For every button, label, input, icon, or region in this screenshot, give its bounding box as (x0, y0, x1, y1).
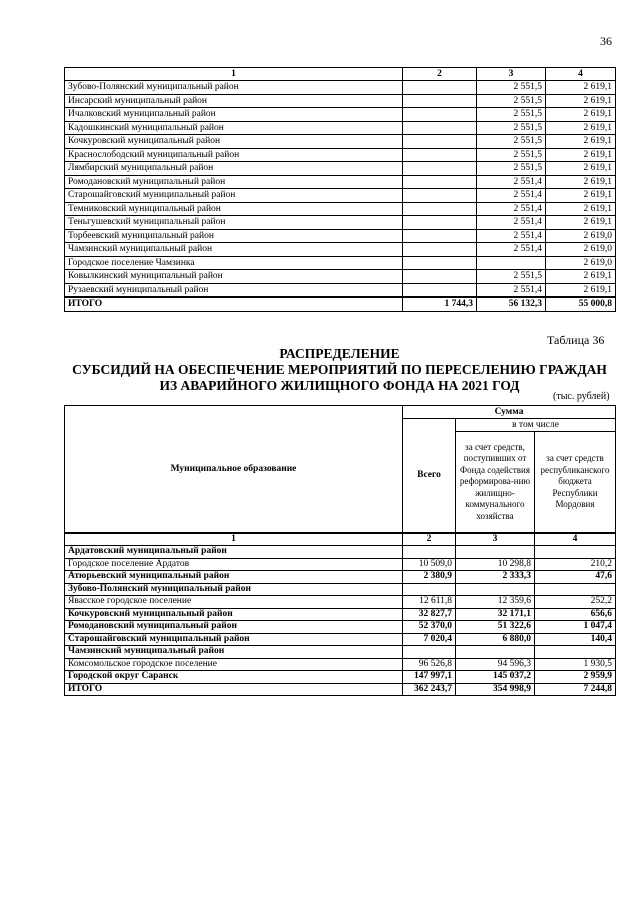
fund-cell (456, 646, 535, 659)
municipality-name: Инсарский муниципальный район (65, 94, 403, 108)
value-cell (403, 81, 477, 95)
total-label: ИТОГО (65, 683, 403, 696)
total-cell (403, 646, 456, 659)
value-cell: 2 619,1 (546, 81, 616, 95)
fund-cell (456, 546, 535, 559)
municipality-name: Городской округ Саранск (65, 671, 403, 684)
total-value: 55 000,8 (546, 297, 616, 311)
fund-cell: 10 298,8 (456, 558, 535, 571)
value-cell: 2 619,1 (546, 175, 616, 189)
municipality-name: Городское поселение Чамзинка (65, 256, 403, 270)
municipality-name: Ардатовский муниципальный район (65, 546, 403, 559)
header-municipality: Муниципальное образование (65, 406, 403, 534)
column-number-row (65, 533, 616, 546)
value-cell: 2 551,4 (477, 283, 546, 297)
header-cell: 1 (65, 68, 403, 81)
table-row (65, 621, 616, 634)
value-cell: 2 551,5 (477, 270, 546, 284)
table-row (65, 546, 616, 559)
title-line: СУБСИДИЙ НА ОБЕСПЕЧЕНИЕ МЕРОПРИЯТИЙ ПО ПЕРЕСЕЛЕНИЮ ГРАЖДАН (72, 362, 607, 377)
value-cell (403, 202, 477, 216)
municipality-name: Ромодановский муниципальный район (65, 175, 403, 189)
table-row (65, 108, 616, 122)
value-cell: 2 551,5 (477, 108, 546, 122)
value-cell (403, 94, 477, 108)
value-cell: 2 619,1 (546, 94, 616, 108)
republic-cell: 252,2 (535, 596, 616, 609)
total-cell: 7 020,4 (403, 633, 456, 646)
republic-cell: 2 959,9 (535, 671, 616, 684)
republic-cell: 1 930,5 (535, 658, 616, 671)
table-row (65, 81, 616, 95)
total-value: 7 244,8 (535, 683, 616, 696)
municipality-name: Рузаевский муниципальный район (65, 283, 403, 297)
municipality-name: Комсомольское городское поселение (65, 658, 403, 671)
total-value: 354 998,9 (456, 683, 535, 696)
page-number: 36 (600, 34, 612, 48)
value-cell (403, 243, 477, 257)
value-cell (403, 189, 477, 203)
value-cell: 2 551,4 (477, 175, 546, 189)
table-row (65, 671, 616, 684)
value-cell (403, 270, 477, 284)
value-cell: 2 619,1 (546, 108, 616, 122)
value-cell: 2 551,5 (477, 121, 546, 135)
header-sum: Сумма (403, 406, 616, 419)
fund-cell: 51 322,6 (456, 621, 535, 634)
table-row (65, 135, 616, 149)
title-line: ИЗ АВАРИЙНОГО ЖИЛИЩНОГО ФОНДА НА 2021 ГОД (159, 378, 520, 393)
total-value: 1 744,3 (403, 297, 477, 311)
header-cell: 2 (403, 68, 477, 81)
table-row (65, 148, 616, 162)
total-cell: 147 997,1 (403, 671, 456, 684)
document-title (64, 346, 615, 394)
value-cell: 2 619,1 (546, 121, 616, 135)
republic-cell (535, 546, 616, 559)
value-cell (403, 283, 477, 297)
value-cell: 2 619,0 (546, 243, 616, 257)
total-row (65, 297, 616, 311)
table-continuation (64, 67, 616, 312)
municipality-name: Ичалковский муниципальный район (65, 108, 403, 122)
republic-cell (535, 583, 616, 596)
table-row (65, 558, 616, 571)
municipality-name: Торбеевский муниципальный район (65, 229, 403, 243)
value-cell: 2 551,4 (477, 202, 546, 216)
value-cell (403, 121, 477, 135)
column-number: 3 (456, 533, 535, 546)
header-total: Всего (403, 419, 456, 534)
fund-cell: 94 596,3 (456, 658, 535, 671)
fund-cell: 6 880,0 (456, 633, 535, 646)
value-cell (403, 229, 477, 243)
table-row (65, 283, 616, 297)
table-row (65, 596, 616, 609)
municipality-name: Теньгушевский муниципальный район (65, 216, 403, 230)
table-row (65, 229, 616, 243)
value-cell: 2 619,1 (546, 162, 616, 176)
total-cell: 32 827,7 (403, 608, 456, 621)
value-cell: 2 619,0 (546, 229, 616, 243)
header-including: в том числе (456, 419, 616, 432)
municipality-name: Лямбирский муниципальный район (65, 162, 403, 176)
column-number: 1 (65, 533, 403, 546)
header-cell: 4 (546, 68, 616, 81)
title-line: РАСПРЕДЕЛЕНИЕ (279, 346, 400, 361)
value-cell: 2 551,5 (477, 135, 546, 149)
total-cell: 52 370,0 (403, 621, 456, 634)
table-row (65, 571, 616, 584)
municipality-name: Кочкуровский муниципальный район (65, 135, 403, 149)
total-cell (403, 546, 456, 559)
table-row (65, 583, 616, 596)
table-row (65, 94, 616, 108)
column-number: 2 (403, 533, 456, 546)
value-cell (403, 108, 477, 122)
fund-cell: 12 359,6 (456, 596, 535, 609)
municipality-name: Темниковский муниципальный район (65, 202, 403, 216)
total-cell: 10 509,0 (403, 558, 456, 571)
republic-cell (535, 646, 616, 659)
municipality-name: Чамзинский муниципальный район (65, 243, 403, 257)
value-cell: 2 619,1 (546, 148, 616, 162)
total-value: 56 132,3 (477, 297, 546, 311)
value-cell: 2 619,1 (546, 135, 616, 149)
municipality-name: Явасское городское поселение (65, 596, 403, 609)
table-row (65, 256, 616, 270)
table-label: Таблица 36 (547, 333, 605, 347)
value-cell: 2 619,1 (546, 270, 616, 284)
municipality-name: Зубово-Полянский муниципальный район (65, 583, 403, 596)
value-cell (403, 175, 477, 189)
table-row (65, 633, 616, 646)
total-label: ИТОГО (65, 297, 403, 311)
value-cell: 2 551,5 (477, 148, 546, 162)
value-cell (403, 148, 477, 162)
value-cell (477, 256, 546, 270)
municipality-name: Старошайговский муниципальный район (65, 189, 403, 203)
municipality-name: Старошайговский муниципальный район (65, 633, 403, 646)
value-cell: 2 619,1 (546, 189, 616, 203)
total-cell: 96 526,8 (403, 658, 456, 671)
subsidy-distribution-table (64, 405, 616, 696)
header-fund: за счет средств, поступивших от Фонда содействия реформирова-нию жилищно-коммунального хозяйства (456, 432, 535, 534)
value-cell: 2 551,4 (477, 189, 546, 203)
value-cell: 2 619,1 (546, 202, 616, 216)
table-row (65, 658, 616, 671)
value-cell: 2 551,5 (477, 94, 546, 108)
municipality-name: Ковылкинский муниципальный район (65, 270, 403, 284)
header-cell: 3 (477, 68, 546, 81)
total-value: 362 243,7 (403, 683, 456, 696)
republic-cell: 140,4 (535, 633, 616, 646)
fund-cell (456, 583, 535, 596)
municipality-name: Краснослободский муниципальный район (65, 148, 403, 162)
municipality-name: Чамзинский муниципальный район (65, 646, 403, 659)
municipality-name: Зубово-Полянский муниципальный район (65, 81, 403, 95)
republic-cell: 210,2 (535, 558, 616, 571)
table-row (65, 175, 616, 189)
table-row (65, 243, 616, 257)
total-row (65, 683, 616, 696)
republic-cell: 47,6 (535, 571, 616, 584)
value-cell: 2 551,5 (477, 81, 546, 95)
fund-cell: 2 333,3 (456, 571, 535, 584)
value-cell (403, 135, 477, 149)
total-cell (403, 583, 456, 596)
table-row (65, 270, 616, 284)
column-number: 4 (535, 533, 616, 546)
republic-cell: 1 047,4 (535, 621, 616, 634)
unit-label: (тыс. рублей) (553, 391, 610, 402)
fund-cell: 145 037,2 (456, 671, 535, 684)
table-row (65, 162, 616, 176)
table-header-row (65, 68, 616, 81)
table-row (65, 646, 616, 659)
value-cell: 2 551,4 (477, 243, 546, 257)
total-cell: 2 380,9 (403, 571, 456, 584)
municipality-name: Городское поселение Ардатов (65, 558, 403, 571)
fund-cell: 32 171,1 (456, 608, 535, 621)
value-cell (403, 256, 477, 270)
table-row (65, 608, 616, 621)
value-cell: 2 551,5 (477, 162, 546, 176)
value-cell (403, 162, 477, 176)
total-cell: 12 611,8 (403, 596, 456, 609)
municipality-name: Ромодановский муниципальный район (65, 621, 403, 634)
header-republic: за счет средств республиканского бюджета Республики Мордовия (535, 432, 616, 534)
value-cell: 2 551,4 (477, 229, 546, 243)
municipality-name: Кадошкинский муниципальный район (65, 121, 403, 135)
table-row (65, 121, 616, 135)
republic-cell: 656,6 (535, 608, 616, 621)
table-row (65, 189, 616, 203)
value-cell: 2 619,0 (546, 256, 616, 270)
value-cell: 2 619,1 (546, 283, 616, 297)
value-cell (403, 216, 477, 230)
municipality-name: Кочкуровский муниципальный район (65, 608, 403, 621)
value-cell: 2 619,1 (546, 216, 616, 230)
table-row (65, 216, 616, 230)
municipality-name: Атюрьевский муниципальный район (65, 571, 403, 584)
value-cell: 2 551,4 (477, 216, 546, 230)
table-row (65, 202, 616, 216)
